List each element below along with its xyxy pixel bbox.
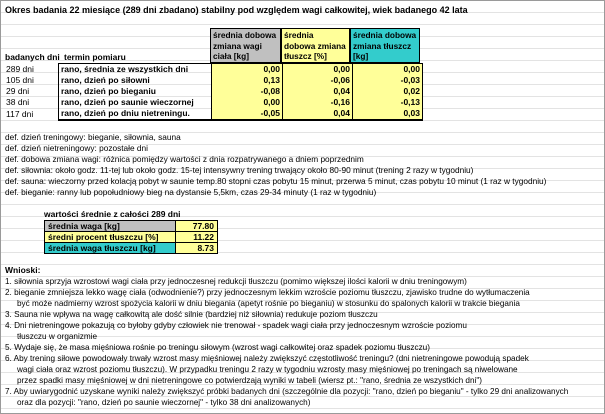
average-row (45, 221, 218, 232)
header-fat-kg-change[interactable]: średnia dobowa zmiana tłuszcz [kg] (350, 28, 420, 63)
average-row (45, 232, 218, 243)
average-label[interactable]: średni procent tłuszczu [%] (45, 232, 176, 243)
conclusion-line[interactable]: wagi ciała oraz wzrost poziomu tłuszczu). W przypadku treningu 2 razy w tygodniu wzrosty masy mięśniowej po treningach są niwelowane (17, 365, 518, 374)
weight-change-cell[interactable]: 0,00 (212, 97, 283, 108)
table-row (4, 108, 423, 120)
weight-change-cell[interactable]: 0,00 (212, 64, 283, 76)
averages-title[interactable]: wartości średnie z całości 289 dni (44, 209, 181, 219)
weight-change-cell[interactable]: -0,08 (212, 86, 283, 97)
fat-kg-change-cell[interactable]: 0,02 (353, 86, 423, 97)
average-label[interactable]: średnia waga [kg] (45, 221, 176, 232)
term-cell[interactable]: rano, dzień po siłowni (59, 75, 212, 86)
averages-table (44, 220, 218, 254)
days-cell[interactable]: 117 dni (6, 108, 34, 119)
header-days[interactable]: badanych dni (5, 52, 60, 62)
header-weight-change[interactable]: średnia dobowa zmiana wagi ciała [kg] (210, 28, 281, 63)
average-value[interactable]: 77.80 (176, 221, 218, 232)
header-fat-percent-change[interactable]: średnia dobowa zmiana tłuszcz [%] (281, 28, 350, 63)
definition-line[interactable]: def. sauna: wieczorny przed kolacją pobyt w saunie temp.80 stopni czas pobytu 15 minut, przerwa 5 minut, czas pobytu 10 minut (1 raz w tygodniu) (5, 176, 547, 186)
definitions-list (5, 132, 546, 198)
conclusion-line[interactable]: 3. Sauna nie wpływa na wagę całkowitą ale dość silnie (bardziej niż siłownia) redukuje poziom tłuszczu (5, 310, 378, 319)
term-cell[interactable]: rano, dzień po bieganiu (59, 86, 212, 97)
weight-change-cell[interactable]: 0,13 (212, 75, 283, 86)
conclusion-line[interactable]: przez spadki masy mięśniowej w dni nietreningowe co potwierdzają wyniki w tabeli (wiersz pt.: "rano, średnia ze wszystkich dni") (17, 376, 482, 385)
term-cell[interactable]: rano, średnia ze wszystkich dni (59, 64, 212, 76)
average-value[interactable]: 8.73 (176, 243, 218, 254)
conclusion-line[interactable]: 4. Dni nietreningowe pokazują co byłoby gdyby człowiek nie trenował - spadek wagi ciała przy jednoczesnym wzroście poziomu (5, 321, 467, 330)
table-row (4, 75, 423, 86)
fat-percent-change-cell[interactable]: -0,06 (283, 75, 353, 86)
average-row (45, 243, 218, 254)
fat-kg-change-cell[interactable]: 0,00 (353, 64, 423, 76)
fat-percent-change-cell[interactable]: 0,00 (283, 64, 353, 76)
average-label[interactable]: średnia waga tłuszczu [kg] (45, 243, 176, 254)
conclusion-line[interactable]: 1. siłownia sprzyja wzrostowi wagi ciała przy jednoczesnej redukcji tłuszczu (pomimo większej ilości kalorii w dniu treningowym) (5, 277, 467, 286)
definition-line[interactable]: def. dobowa zmiana wagi: różnica pomiędzy wartości z dnia rozpatrywanego a dniem poprzednim (5, 154, 364, 164)
fat-kg-change-cell[interactable]: -0,13 (353, 97, 423, 108)
sheet-title: Okres badania 22 miesiące (289 dni zbadano) stabilny pod względem wagi całkowitej, wiek badanego 42 lata (5, 5, 468, 15)
fat-percent-change-cell[interactable]: -0,16 (283, 97, 353, 108)
average-value[interactable]: 11.22 (176, 232, 218, 243)
definition-line[interactable]: def. bieganie: ranny lub popołudniowy bieg na dystansie 5,5km, czas 29-34 minuty (1 raz w tygodniu) (5, 187, 377, 197)
table-row (4, 86, 423, 97)
conclusion-line[interactable]: 5. Wydaje się, że masa mięśniowa rośnie po treningu siłowym (wzrost wagi całkowitej oraz spadek poziomu tłuszczu) (5, 343, 430, 352)
conclusion-line[interactable]: tłuszczu w organizmie (17, 332, 98, 341)
weight-change-cell[interactable]: -0,05 (212, 108, 283, 120)
fat-percent-change-cell[interactable]: 0,04 (283, 86, 353, 97)
conclusions-heading[interactable]: Wnioski: (5, 265, 41, 275)
conclusion-line[interactable]: oraz dla pozycji: "rano, dzień po saunie wieczornej" - tylko 38 dni analizowanych) (17, 398, 311, 407)
term-cell[interactable]: rano, dzień po dniu nietreningu. (59, 108, 212, 120)
fat-kg-change-cell[interactable]: -0,03 (353, 75, 423, 86)
conclusion-line[interactable]: 7. Aby uwiarygodnić uzyskane wyniki należy zwiększyć próbki badanych dni (szczególnie dla pozycji: "rano, dzień po bieganiu" - tylko 29 dni analizowanych (5, 387, 569, 396)
conclusions-section (5, 265, 568, 408)
definition-line[interactable]: def. siłownia: około godz. 11-tej lub około godz. 15-tej intensywny trening trwający około 80-90 minut (trening 2 razy w tygodniu) (5, 165, 474, 175)
conclusions-list (5, 276, 568, 408)
table-row (4, 97, 423, 108)
fat-percent-change-cell[interactable]: 0,04 (283, 108, 353, 120)
conclusion-line[interactable]: 2. bieganie zmniejsza lekko wagę ciała (odwodnienie?) przy jednoczesnym lekkim wzroście poziomu tłuszczu, zjawisko trudne do wytłumaczenia (5, 288, 530, 297)
conclusion-line[interactable]: 6. Aby trening siłowe powodowały trwały wzrost masy mięśniowej należy zwiększyć częstotliwość treningu? (dni nietreningowe powodują spadek (5, 354, 529, 363)
fat-kg-change-cell[interactable]: 0,03 (353, 108, 423, 120)
definition-line[interactable]: def. dzień treningowy: bieganie, siłownia, sauna (5, 132, 181, 142)
days-cell[interactable]: 38 dni (6, 97, 30, 107)
days-cell[interactable]: 289 dni (6, 63, 34, 74)
days-cell[interactable]: 29 dni (6, 86, 30, 96)
term-cell[interactable]: rano, dzień po saunie wieczornej (59, 97, 212, 108)
days-cell[interactable]: 105 dni (6, 75, 34, 85)
table-row (4, 64, 423, 76)
conclusion-line[interactable]: być może nadmierny wzrost spożycia kalorii w dniu biegania (apetyt rośnie po bieganiu) w stosunku do spalonych kalorii w trakcie biegania (17, 299, 520, 308)
header-term[interactable]: termin pomiaru (64, 52, 126, 62)
results-table (4, 63, 423, 121)
definition-line[interactable]: def. dzień nietreningowy: pozostałe dni (5, 143, 148, 153)
